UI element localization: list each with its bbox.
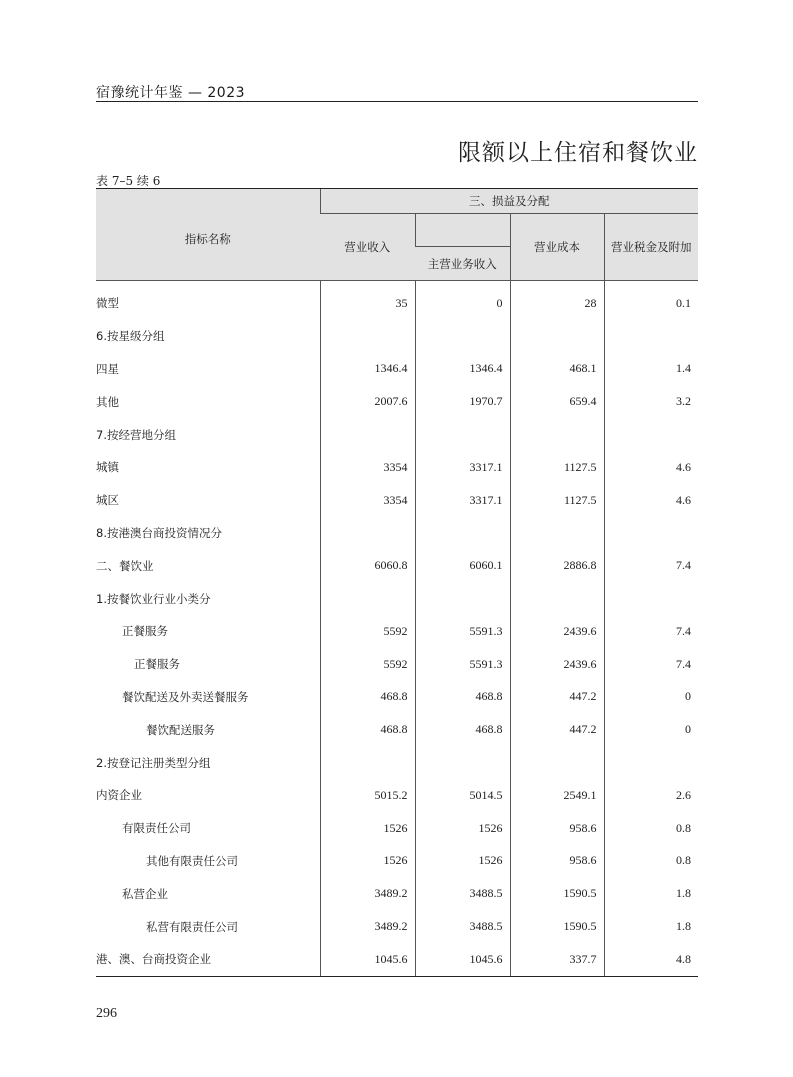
row-value <box>510 418 604 451</box>
table-row <box>96 615 698 648</box>
row-value: 3489.2 <box>320 877 415 910</box>
row-value: 3488.5 <box>415 910 510 943</box>
row-value: 1970.7 <box>415 385 510 418</box>
row-value: 6060.8 <box>320 549 415 582</box>
table-row <box>96 281 698 320</box>
row-value: 5014.5 <box>415 779 510 812</box>
table-row <box>96 877 698 910</box>
row-label: 城镇 <box>96 460 119 475</box>
row-label: 四星 <box>96 361 119 376</box>
table-row <box>96 484 698 517</box>
row-value: 4.6 <box>604 451 698 484</box>
row-value: 1346.4 <box>320 353 415 386</box>
row-value: 0 <box>415 281 510 320</box>
header-tax: 营业税金及附加 <box>604 214 698 281</box>
row-value: 28 <box>510 281 604 320</box>
row-value: 7.4 <box>604 648 698 681</box>
row-label: 港、澳、台商投资企业 <box>96 943 320 976</box>
header-group-profit-distribution: 三、损益及分配 <box>320 189 698 214</box>
table-label: 表 7–5 续 6 <box>96 174 161 188</box>
row-value <box>510 746 604 779</box>
row-value <box>510 517 604 550</box>
table-row <box>96 779 698 812</box>
row-value <box>415 582 510 615</box>
row-label: 有限责任公司 <box>122 821 191 836</box>
row-value: 0.1 <box>604 281 698 320</box>
table-row <box>96 746 698 779</box>
row-label: 6.按星级分组 <box>96 329 165 344</box>
table-row <box>96 812 698 845</box>
row-value: 468.8 <box>320 681 415 714</box>
row-value <box>510 582 604 615</box>
row-value: 0 <box>604 713 698 746</box>
row-value: 3317.1 <box>415 484 510 517</box>
row-value: 1.8 <box>604 877 698 910</box>
row-label: 2.按登记注册类型分组 <box>96 755 211 770</box>
row-value: 3354 <box>320 484 415 517</box>
row-value: 1045.6 <box>320 943 415 976</box>
row-value: 5592 <box>320 615 415 648</box>
row-value: 0 <box>604 681 698 714</box>
row-value: 1526 <box>320 845 415 878</box>
table-row <box>96 451 698 484</box>
row-value <box>415 746 510 779</box>
row-label: 私营有限责任公司 <box>146 919 238 934</box>
row-value: 3317.1 <box>415 451 510 484</box>
header-indicator-name: 指标名称 <box>96 189 320 281</box>
row-value: 2007.6 <box>320 385 415 418</box>
row-value: 1526 <box>320 812 415 845</box>
row-value <box>415 418 510 451</box>
row-value: 3489.2 <box>320 910 415 943</box>
row-value: 2886.8 <box>510 549 604 582</box>
row-value <box>604 746 698 779</box>
book-title: 宿豫统计年鉴 — 2023 <box>96 85 246 101</box>
row-label: 私营企业 <box>122 886 168 901</box>
row-value: 468.1 <box>510 353 604 386</box>
row-label: 城区 <box>96 493 119 508</box>
table-row <box>96 681 698 714</box>
row-label: 餐饮配送及外卖送餐服务 <box>122 689 249 704</box>
statistics-table-container <box>96 188 698 977</box>
row-label: 1.按餐饮业行业小类分 <box>96 591 211 606</box>
table-row <box>96 943 698 976</box>
row-value: 337.7 <box>510 943 604 976</box>
row-value <box>604 517 698 550</box>
row-label: 内资企业 <box>96 788 142 803</box>
row-value: 958.6 <box>510 845 604 878</box>
row-value: 3488.5 <box>415 877 510 910</box>
row-value: 2549.1 <box>510 779 604 812</box>
row-value: 1045.6 <box>415 943 510 976</box>
row-value: 958.6 <box>510 812 604 845</box>
row-value: 0.8 <box>604 812 698 845</box>
row-label: 8.按港澳台商投资情况分 <box>96 525 222 540</box>
row-label: 正餐服务 <box>134 657 180 672</box>
row-value: 1590.5 <box>510 910 604 943</box>
row-label: 7.按经营地分组 <box>96 427 176 442</box>
table-row <box>96 353 698 386</box>
header-revenue: 营业收入 <box>320 214 415 281</box>
row-value: 6060.1 <box>415 549 510 582</box>
row-value: 35 <box>320 281 415 320</box>
row-value: 5591.3 <box>415 648 510 681</box>
row-value <box>604 418 698 451</box>
row-value <box>320 582 415 615</box>
row-value <box>320 517 415 550</box>
row-value <box>604 320 698 353</box>
row-value <box>320 418 415 451</box>
row-value: 5592 <box>320 648 415 681</box>
row-value: 1127.5 <box>510 484 604 517</box>
table-row <box>96 910 698 943</box>
table-row <box>96 845 698 878</box>
row-label: 正餐服务 <box>122 624 168 639</box>
header-blank-cell <box>415 214 510 247</box>
table-row <box>96 517 698 550</box>
row-label: 微型 <box>96 296 119 311</box>
statistics-table <box>96 188 698 977</box>
row-value: 2439.6 <box>510 648 604 681</box>
row-value: 7.4 <box>604 615 698 648</box>
row-label: 餐饮配送服务 <box>146 722 215 737</box>
table-header <box>96 189 698 281</box>
row-label: 其他有限责任公司 <box>146 853 238 868</box>
row-label: 二、餐饮业 <box>96 558 154 573</box>
row-value: 4.6 <box>604 484 698 517</box>
row-value: 1127.5 <box>510 451 604 484</box>
row-value <box>415 320 510 353</box>
table-row <box>96 418 698 451</box>
row-value: 3.2 <box>604 385 698 418</box>
row-value: 2439.6 <box>510 615 604 648</box>
header-rule <box>96 101 698 102</box>
row-value: 468.8 <box>415 713 510 746</box>
row-value: 1526 <box>415 845 510 878</box>
row-value: 5591.3 <box>415 615 510 648</box>
table-body <box>96 281 698 977</box>
row-value: 1.8 <box>604 910 698 943</box>
table-row <box>96 549 698 582</box>
row-value: 1590.5 <box>510 877 604 910</box>
row-value <box>415 517 510 550</box>
table-row <box>96 648 698 681</box>
table-row <box>96 385 698 418</box>
row-value <box>320 746 415 779</box>
row-value: 0.8 <box>604 845 698 878</box>
row-value <box>320 320 415 353</box>
row-value: 468.8 <box>320 713 415 746</box>
row-label: 其他 <box>96 394 119 409</box>
row-value: 2.6 <box>604 779 698 812</box>
row-value: 5015.2 <box>320 779 415 812</box>
row-value: 1346.4 <box>415 353 510 386</box>
row-value: 1.4 <box>604 353 698 386</box>
table-row <box>96 582 698 615</box>
row-value: 659.4 <box>510 385 604 418</box>
row-value <box>510 320 604 353</box>
chapter-title: 限额以上住宿和餐饮业 <box>458 140 698 166</box>
page-number: 296 <box>96 1006 117 1021</box>
row-value: 447.2 <box>510 681 604 714</box>
table-row <box>96 713 698 746</box>
row-value: 1526 <box>415 812 510 845</box>
table-row <box>96 320 698 353</box>
header-cost: 营业成本 <box>510 214 604 281</box>
row-value: 4.8 <box>604 943 698 976</box>
header-main-revenue: 主营业务收入 <box>415 247 510 281</box>
row-value: 447.2 <box>510 713 604 746</box>
row-value <box>604 582 698 615</box>
row-value: 468.8 <box>415 681 510 714</box>
row-value: 7.4 <box>604 549 698 582</box>
row-value: 3354 <box>320 451 415 484</box>
